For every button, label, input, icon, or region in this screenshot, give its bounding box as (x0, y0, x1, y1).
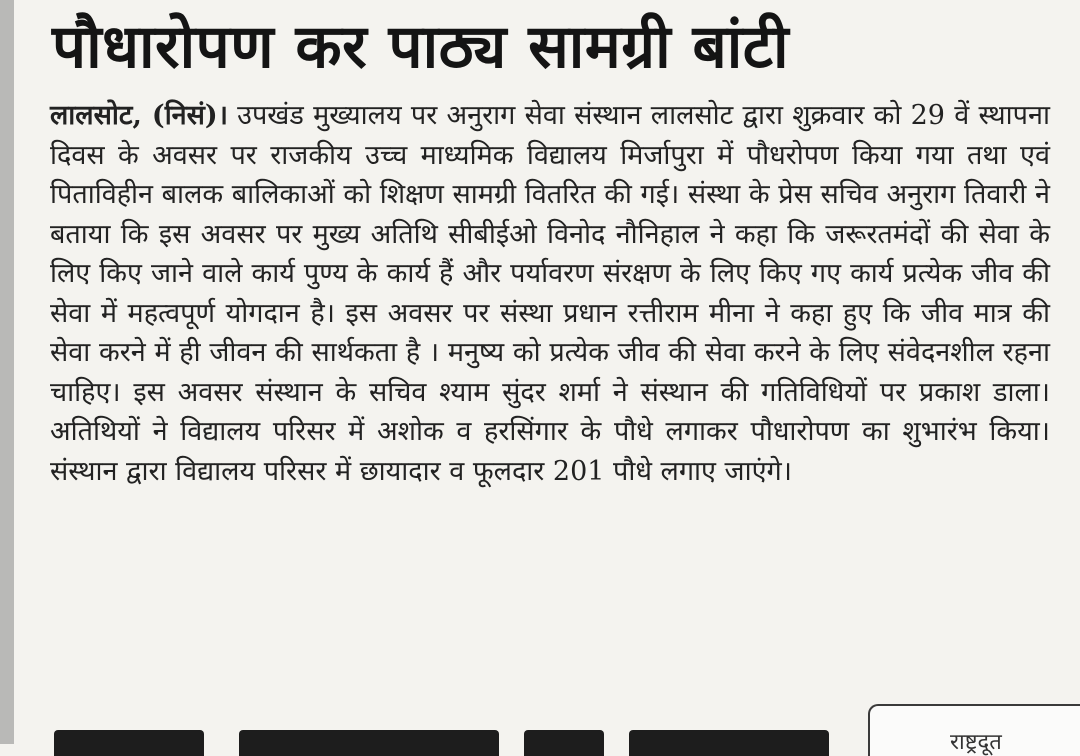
article-dateline: लालसोट, (निसं)। (50, 100, 228, 131)
newspaper-name: राष्ट्रदूत (950, 730, 1002, 755)
article-body-text: उपखंड मुख्यालय पर अनुराग सेवा संस्थान लालसोट द्वारा शुक्रवार को 29 वें स्थापना दिवस के अवसर पर राजकीय उच्च माध्यमिक विद्यालय मिर्जापुरा में पौधरोपण किया गया तथा एवं पिताविहीन बालक बालिकाओं को शिक्षण सामग्री वितरित की गई। संस्था के प्रेस सचिव अनुराग तिवारी ने बताया कि इस अवसर पर मुख्य अतिथि सीबीईओ विनोद नौनिहाल ने कहा कि जरूरतमंदों की सेवा के लिए किए जाने वाले कार्य पुण्य के कार्य हैं और पर्यावरण संरक्षण के लिए किए गए कार्य प्रत्येक जीव की सेवा में महत्वपूर्ण योगदान है। इस अवसर पर संस्था प्रधान रत्तीराम मीना ने कहा हुए कि जीव मात्र की सेवा करने में ही जीवन की सार्थकता है । मनुष्य को प्रत्येक जीव की सेवा करने के लिए संवेदनशील रहना चाहिए। इस अवसर संस्थान के सचिव श्याम सुंदर शर्मा ने संस्थान की गतिविधियों पर प्रकाश डाला। अतिथियों ने विद्यालय परिसर में अशोक व हरसिंगार के पौधे लगाकर पौधारोपण का शुभारंभ किया। संस्थान द्वारा विद्यालय परिसर में छायादार व फूलदार 201 पौधे लगाए जाएंगे। (50, 100, 1050, 487)
headline-fragment-bar (524, 730, 604, 756)
headline-fragment-bar (239, 730, 499, 756)
newspaper-clipping (34, 0, 1064, 744)
article-headline: पौधारोपण कर पाठ्य सामग्री बांटी (52, 12, 790, 82)
headline-fragment-bar (54, 730, 204, 756)
source-tab (868, 704, 1080, 756)
page-margin-rule (0, 0, 14, 744)
article-body (50, 96, 1050, 491)
next-article-headline-fragment (54, 716, 834, 756)
headline-fragment-bar (629, 730, 829, 756)
